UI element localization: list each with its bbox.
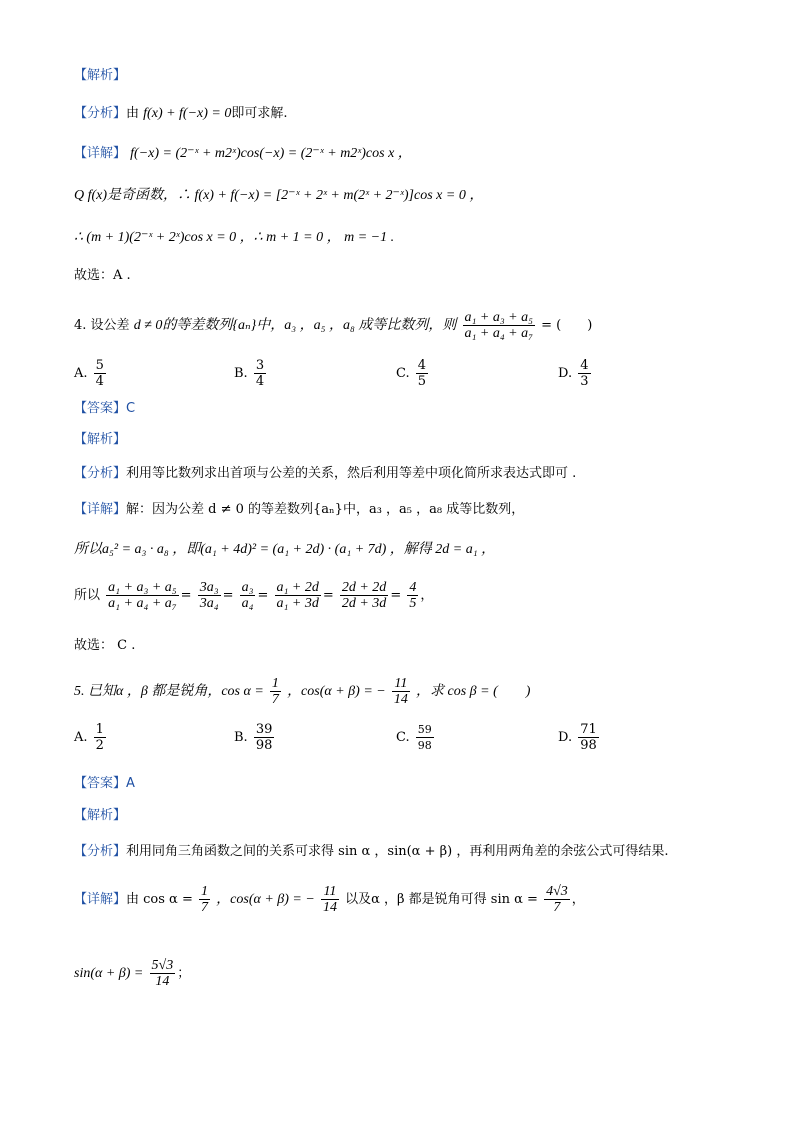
q5-stem: 5. 已知α ，β 都是锐角，cos α = $\frac{1}{7}$ ，cos(α + β) = − $\frac{11}{14}$ ，求 cos β = ( ) bbox=[74, 676, 531, 707]
q5-fenxi: 【分析】利用同角三角函数之间的关系可求得 sin α ，sin(α + β) ，再利用两角差的余弦公式可得结果. bbox=[74, 844, 669, 859]
q4-stem-fraction: $\frac{\text{a₁ + a₃ + a₅}}{\text{a₁ + a₄ + a₇}}$ bbox=[464, 310, 533, 341]
q5-option-b[interactable]: B. $\frac{39}{98}$ bbox=[234, 722, 273, 753]
p3-line3: Q f(x)是奇函数，∴ f(x) + f(−x) = [2⁻ˣ + 2ˣ + m(2ˣ + 2⁻ˣ)]cos x = 0 ， bbox=[74, 188, 484, 203]
q5-jiexi: 【解析】 bbox=[74, 808, 127, 823]
p3-line4: ∴ (m + 1)(2⁻ˣ + 2ˣ)cos x = 0 ，∴ m + 1 = 0 ， m = −1 . bbox=[74, 230, 395, 245]
q4-jiexi: 【解析】 bbox=[74, 432, 127, 447]
q4-xiangjie: 【详解】解：因为公差 d ≠ 0 的等差数列{aₙ}中，a₃ ，a₅ ，a₈ 成等比数列， bbox=[74, 502, 525, 517]
q4-fenxi: 【分析】利用等比数列求出首项与公差的关系，然后利用等差中项化简所求表达式即可 . bbox=[74, 466, 577, 481]
q4-line2: 所以a₅² = a₃ · a₈ ，即(a₁ + 4d)² = (a₁ + 2d) · (a₁ + 7d) ，解得 2d = a₁ ， bbox=[74, 542, 496, 557]
q4-option-a[interactable]: A. $\frac{5}{4}$ bbox=[74, 358, 104, 389]
q4-option-d[interactable]: D. $\frac{4}{3}$ bbox=[558, 358, 589, 389]
q5-xiangjie: 【详解】由 cos α = $\frac{1}{7}$ ，cos(α + β) = − $\frac{11}{14}$ 以及α ，β 都是锐角可得 sin α = $\frac{4√3}{7}$ ， bbox=[74, 884, 585, 915]
q5-option-d[interactable]: D. $\frac{71}{98}$ bbox=[558, 722, 597, 753]
p3-fenxi: 【分析】由 f(x) + f(−x) = 0即可求解. bbox=[74, 106, 288, 121]
q5-answer: 【答案】A bbox=[74, 776, 135, 791]
q5-option-a[interactable]: A. $\frac{1}{2}$ bbox=[74, 722, 104, 753]
q4-stem: 4. 设公差 d ≠ 0的等差数列{aₙ}中，a₃ ，a₅ ，a₈ 成等比数列，则 $\frac{\text{a₁ + a₃ + a₅}}{\text{a₁ + a₄ + a₇}}$ = ( ) bbox=[74, 310, 593, 341]
q4-line3: 所以 $\frac{\text{a₁ + a₃ + a₅}}{\text{a₁ + a₄ + a₇}}$ = $\frac{\text{3a₃}}{\text{3a₄}}$ = $\frac{\text{a₃}}{\text{a₄}}$ = $\frac{\text{a₁ + 2d}}{\text{a₁ + 3d}}$ = $\frac{2d + 2d}{2d + 3d}$ = $\frac{4}{5}$ ， bbox=[74, 580, 434, 611]
p3-xiangjie: 【详解】 f(−x) = (2⁻ˣ + m2ˣ)cos(−x) = (2⁻ˣ + m2ˣ)cos x ， bbox=[74, 146, 412, 161]
p3-guxuan: 故选：A . bbox=[74, 268, 131, 283]
q4-option-c[interactable]: C. $\frac{4}{5}$ bbox=[396, 358, 427, 389]
q5-line2: sin(α + β) = $\frac{5√3}{14}$ ； bbox=[74, 958, 191, 989]
p3-jiexi: 【解析】 bbox=[74, 68, 127, 83]
q4-option-b[interactable]: B. $\frac{3}{4}$ bbox=[234, 358, 265, 389]
q5-option-c[interactable]: C. $\frac{59}{98}$ bbox=[396, 723, 432, 752]
q4-answer: 【答案】C bbox=[74, 401, 136, 416]
q4-guxuan: 故选： C . bbox=[74, 638, 136, 653]
